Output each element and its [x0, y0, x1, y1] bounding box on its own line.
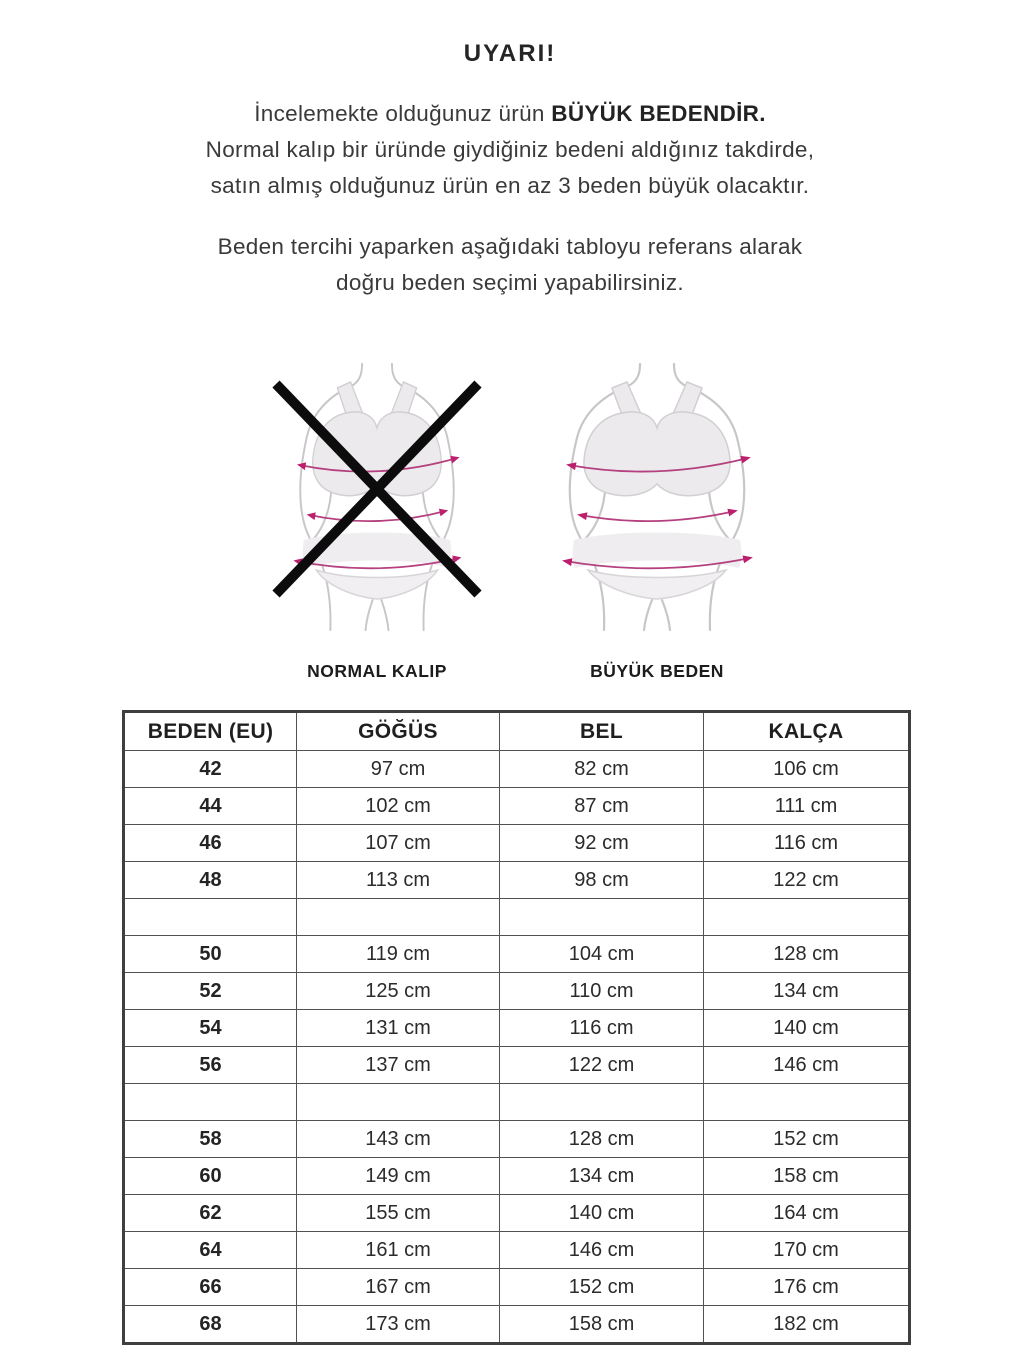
waist-cell: 140 cm [500, 1195, 704, 1232]
size-cell: 54 [124, 1010, 297, 1047]
waist-cell: 104 cm [500, 936, 704, 973]
column-header-bel: BEL [500, 712, 704, 751]
column-header-beden: BEDEN (EU) [124, 712, 297, 751]
table-row-spacer [124, 899, 910, 936]
size-cell [124, 899, 297, 936]
warning-line-3: satın almış olduğunuz ürün en az 3 beden büyük olacaktır. [210, 173, 810, 198]
plus-size-figure-illustration [552, 362, 762, 632]
table-row [124, 825, 910, 862]
table-row [124, 1306, 910, 1344]
bust-cell: 131 cm [297, 1010, 500, 1047]
instruction-line-2: doğru beden seçimi yapabilirsiniz. [336, 270, 684, 295]
size-cell: 64 [124, 1232, 297, 1269]
waist-cell: 152 cm [500, 1269, 704, 1306]
waist-cell [500, 1084, 704, 1121]
table-row [124, 1195, 910, 1232]
bust-cell: 161 cm [297, 1232, 500, 1269]
bust-cell: 119 cm [297, 936, 500, 973]
bust-cell: 102 cm [297, 788, 500, 825]
hip-cell: 146 cm [704, 1047, 910, 1084]
bust-cell: 155 cm [297, 1195, 500, 1232]
plus-size-figure [552, 362, 762, 682]
column-header-gogus: GÖĞÜS [297, 712, 500, 751]
size-cell: 68 [124, 1306, 297, 1344]
table-row [124, 936, 910, 973]
waist-measurement-arrow [580, 511, 735, 521]
warning-paragraph [0, 96, 1020, 204]
size-cell: 66 [124, 1269, 297, 1306]
table-row [124, 1047, 910, 1084]
table-row [124, 1121, 910, 1158]
waist-cell: 116 cm [500, 1010, 704, 1047]
x-cross-icon [276, 384, 478, 594]
bust-cell: 167 cm [297, 1269, 500, 1306]
bust-cell: 143 cm [297, 1121, 500, 1158]
size-cell: 58 [124, 1121, 297, 1158]
table-row-spacer [124, 1084, 910, 1121]
size-cell: 46 [124, 825, 297, 862]
warning-line-1-bold: BÜYÜK BEDENDİR. [551, 101, 766, 126]
page-title: UYARI! [463, 40, 557, 67]
table-row [124, 788, 910, 825]
bust-cell: 149 cm [297, 1158, 500, 1195]
waist-cell: 92 cm [500, 825, 704, 862]
warning-line-1-regular: İncelemekte olduğunuz ürün [254, 101, 552, 126]
bust-cell [297, 1084, 500, 1121]
hip-cell: 152 cm [704, 1121, 910, 1158]
size-cell: 42 [124, 751, 297, 788]
bra-garment [584, 382, 730, 496]
waist-cell: 110 cm [500, 973, 704, 1010]
hip-cell: 111 cm [704, 788, 910, 825]
waist-cell [500, 899, 704, 936]
hip-cell: 122 cm [704, 862, 910, 899]
warning-line-1 [0, 96, 1020, 132]
bust-cell [297, 899, 500, 936]
waist-cell: 98 cm [500, 862, 704, 899]
size-table [122, 710, 911, 1345]
hip-cell: 128 cm [704, 936, 910, 973]
normal-fit-figure [272, 362, 482, 682]
hip-cell: 176 cm [704, 1269, 910, 1306]
bust-cell: 137 cm [297, 1047, 500, 1084]
hip-cell: 182 cm [704, 1306, 910, 1344]
normal-fit-label: NORMAL KALIP [307, 661, 447, 681]
waist-cell: 87 cm [500, 788, 704, 825]
table-row [124, 1232, 910, 1269]
bust-cell: 113 cm [297, 862, 500, 899]
waist-cell: 82 cm [500, 751, 704, 788]
bust-cell: 125 cm [297, 973, 500, 1010]
column-header-kalca: KALÇA [704, 712, 910, 751]
instruction-paragraph [0, 229, 1020, 301]
waist-cell: 122 cm [500, 1047, 704, 1084]
table-row [124, 973, 910, 1010]
size-cell: 48 [124, 862, 297, 899]
waist-cell: 146 cm [500, 1232, 704, 1269]
table-row [124, 1158, 910, 1195]
warning-line-2: Normal kalıp bir üründe giydiğiniz bedeni aldığınız takdirde, [205, 137, 815, 162]
table-row [124, 1269, 910, 1306]
table-row [124, 1010, 910, 1047]
hip-cell [704, 899, 910, 936]
normal-fit-figure-illustration [272, 362, 482, 632]
plus-size-label: BÜYÜK BEDEN [590, 661, 724, 681]
size-cell: 56 [124, 1047, 297, 1084]
hip-cell: 134 cm [704, 973, 910, 1010]
table-row [124, 751, 910, 788]
hip-cell: 158 cm [704, 1158, 910, 1195]
size-cell [124, 1084, 297, 1121]
instruction-line-1: Beden tercihi yaparken aşağıdaki tabloyu referans alarak [217, 234, 803, 259]
table-header-row [124, 712, 910, 751]
bust-cell: 107 cm [297, 825, 500, 862]
waist-cell: 128 cm [500, 1121, 704, 1158]
hip-cell: 164 cm [704, 1195, 910, 1232]
waist-cell: 134 cm [500, 1158, 704, 1195]
size-cell: 44 [124, 788, 297, 825]
size-cell: 52 [124, 973, 297, 1010]
hip-cell: 140 cm [704, 1010, 910, 1047]
table-row [124, 862, 910, 899]
hip-cell: 170 cm [704, 1232, 910, 1269]
bust-cell: 173 cm [297, 1306, 500, 1344]
size-cell: 60 [124, 1158, 297, 1195]
hip-cell: 106 cm [704, 751, 910, 788]
hip-cell [704, 1084, 910, 1121]
bust-cell: 97 cm [297, 751, 500, 788]
waist-measurement-arrow [309, 511, 445, 521]
size-cell: 50 [124, 936, 297, 973]
size-cell: 62 [124, 1195, 297, 1232]
waist-cell: 158 cm [500, 1306, 704, 1344]
hip-cell: 116 cm [704, 825, 910, 862]
